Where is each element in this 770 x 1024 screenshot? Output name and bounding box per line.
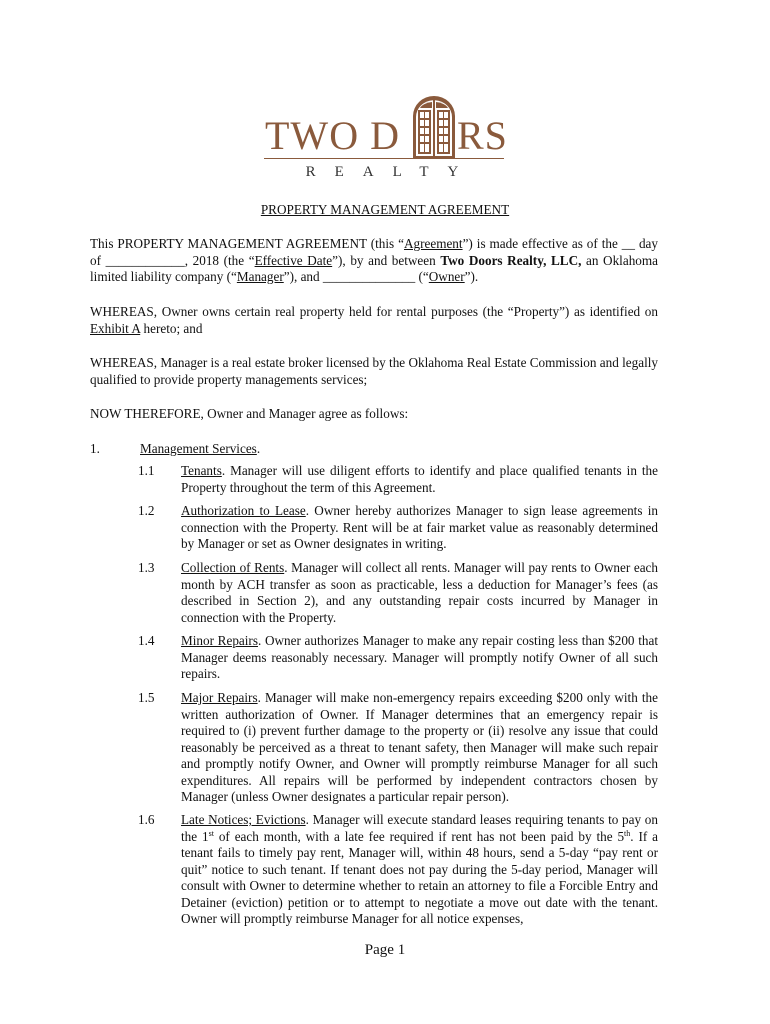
subsection-tenants: [181, 463, 658, 496]
defined-term-manager: Manager: [236, 269, 284, 284]
intro-text: ”).: [464, 269, 479, 284]
subsection-collection: [181, 560, 658, 626]
section-heading-text: Management Services: [140, 441, 257, 456]
logo-word-rs: RS: [457, 113, 508, 158]
intro-paragraph: [90, 236, 658, 286]
subsection-number: 1.1: [138, 463, 155, 478]
whereas-paragraph-1: [90, 304, 658, 337]
company-name: Two Doors Realty, LLC,: [440, 252, 582, 268]
intro-text: This PROPERTY MANAGEMENT AGREEMENT (this “: [90, 236, 404, 251]
double-doors-icon: [410, 96, 458, 158]
subsection-number: 1.4: [138, 633, 155, 648]
logo-subtitle: REALTY: [305, 164, 478, 180]
subsection-authorization: [181, 503, 658, 553]
ordinal-suffix: th: [624, 828, 631, 838]
subsection-number: 1.6: [138, 812, 155, 827]
owner-blank: ______________: [322, 269, 416, 284]
subsection-text: of each month, with a late fee required if rent has not been paid by the 5: [213, 828, 625, 844]
intro-text: ”), and: [283, 269, 323, 284]
subsection-text: . Manager will collect all rents. Manager will pay rents to Owner each month by ACH transfer as soon as practicable, less a deduction for Manager’s fees (as described in Section 2), and any outstanding repair costs incurred by Manager in connection with the Property.: [181, 560, 658, 625]
subsection-text: . If a tenant fails to timely pay rent, Manager will, within 48 hours, send a 5-day “pay rent or quit” notice to such tenant. If tenant does not pay during the 5-day period, Manager will consult with Owner to determine whether to retain an attorney to file a Forcible Entry and Detainer (eviction) petition or to attempt to negotiate a move out date with the tenant. Owner will promptly reimburse Manager for all notice expenses,: [181, 828, 658, 926]
subsection-text: . Owner hereby authorizes Manager to sign lease agreements in connection with the Property. Rent will be at fair market value as reasonably determined by Manager or set as Owner designates in writing.: [181, 503, 658, 551]
subsection-major-repairs: [181, 690, 658, 806]
subsection-late-notices: [181, 812, 658, 928]
subsection-text: . Manager will make non-emergency repairs exceeding $200 only with the written authorization of Owner. If Manager determines that an emergency repair is required to (i) prevent further damage to the property or (ii) resolve any issue that could reasonably be perceived as a threat to tenant safety, then Manager will make such repair and promptly notify Owner, and Owner will promptly reimburse Manager for all such expenditures. All repairs will be performed by independent contractors chosen by Manager (unless Owner designates a particular repair person).: [181, 690, 658, 804]
intro-text: ”) is made effective as of the __ day of ____________, 2018 (the “: [90, 236, 658, 268]
subsection-title: Collection of Rents: [181, 560, 285, 575]
logo-word-two-d: TWO D: [265, 113, 400, 158]
document-title: PROPERTY MANAGEMENT AGREEMENT: [260, 202, 510, 217]
subsection-title: Minor Repairs: [181, 633, 258, 648]
intro-text: ”), by and between: [332, 252, 441, 268]
subsection-title: Late Notices; Evictions: [181, 812, 306, 827]
intro-text: an Oklahoma limited liability company (“: [90, 252, 658, 284]
ordinal-suffix: st: [208, 828, 214, 838]
whereas-text: hereto; and: [140, 320, 203, 336]
section-heading: [140, 441, 260, 458]
subsection-number: 1.2: [138, 503, 155, 518]
whereas-paragraph-2: WHEREAS, Manager is a real estate broker licensed by the Oklahoma Real Estate Commission and legally qualified to provide property managements services;: [90, 355, 658, 387]
now-therefore-paragraph: NOW THEREFORE, Owner and Manager agree as follows:: [90, 406, 409, 421]
section-number: 1.: [90, 441, 100, 456]
subsection-text: . Owner authorizes Manager to make any repair costing less than $200 that Manager deems reasonably necessary. Manager will promptly notify Owner of all such repairs.: [181, 633, 658, 681]
subsection-title: Tenants: [181, 463, 222, 478]
subsection-title: Major Repairs: [181, 690, 258, 705]
defined-term-effective-date: Effective Date: [254, 252, 333, 268]
defined-term-owner: Owner: [428, 269, 465, 284]
subsection-number: 1.5: [138, 690, 155, 705]
subsection-text: . Manager will execute standard leases requiring tenants to pay on the 1: [181, 812, 658, 844]
intro-text: (“: [415, 269, 429, 284]
subsection-text: . Manager will use diligent efforts to identify and place qualified tenants in the Property throughout the term of this Agreement.: [181, 463, 658, 495]
exhibit-a-reference: Exhibit A: [90, 320, 141, 336]
company-logo: [262, 96, 507, 182]
subsection-number: 1.3: [138, 560, 155, 575]
logo-divider: [264, 158, 504, 159]
page-number: Page 1: [364, 942, 406, 958]
defined-term-agreement: Agreement: [403, 236, 463, 251]
subsection-minor-repairs: [181, 633, 658, 683]
section-heading-period: .: [256, 441, 261, 456]
subsection-title: Authorization to Lease: [181, 503, 306, 518]
whereas-text: WHEREAS, Owner owns certain real property held for rental purposes (the “Property”) as identified on: [90, 304, 658, 319]
